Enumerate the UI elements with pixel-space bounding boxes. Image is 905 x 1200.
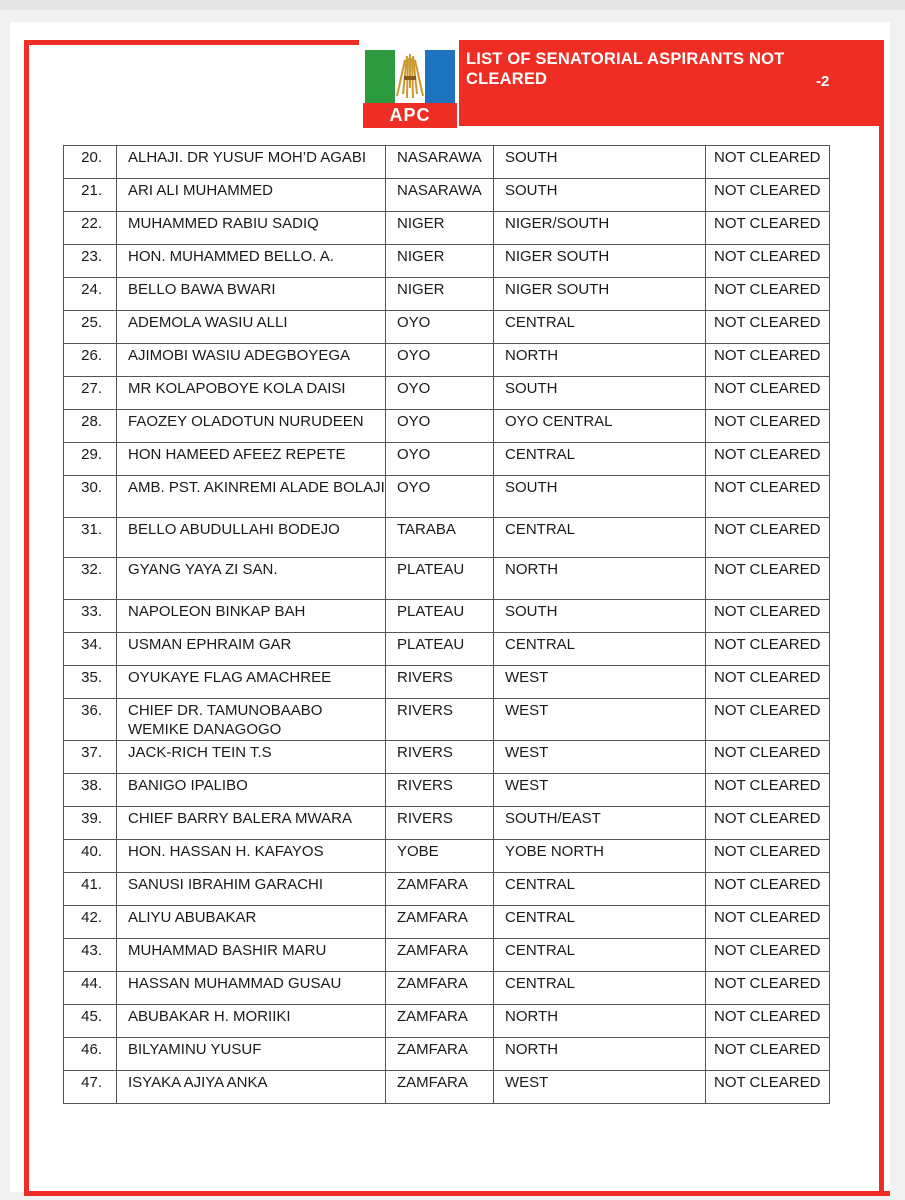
table-row [64, 1005, 830, 1038]
table-row [64, 699, 830, 741]
district-cell: CENTRAL [494, 518, 706, 558]
row-number: 24. [64, 278, 117, 311]
status-cell: NOT CLEARED [706, 939, 830, 972]
aspirant-name: GYANG YAYA ZI SAN. [117, 558, 386, 600]
status-cell: NOT CLEARED [706, 1038, 830, 1071]
district-cell: NIGER/SOUTH [494, 212, 706, 245]
state-cell: OYO [386, 344, 494, 377]
district-cell: CENTRAL [494, 939, 706, 972]
district-cell: SOUTH [494, 377, 706, 410]
state-cell: OYO [386, 377, 494, 410]
district-cell: CENTRAL [494, 311, 706, 344]
aspirants-table-body [64, 146, 830, 1104]
aspirant-name: HON. MUHAMMED BELLO. A. [117, 245, 386, 278]
aspirant-name: MUHAMMED RABIU SADIQ [117, 212, 386, 245]
aspirant-name: OYUKAYE FLAG AMACHREE [117, 666, 386, 699]
aspirant-name: BILYAMINU YUSUF [117, 1038, 386, 1071]
district-cell: NIGER SOUTH [494, 245, 706, 278]
table-row [64, 666, 830, 699]
row-number: 43. [64, 939, 117, 972]
status-cell: NOT CLEARED [706, 600, 830, 633]
table-row [64, 344, 830, 377]
aspirant-name: SANUSI IBRAHIM GARACHI [117, 873, 386, 906]
district-cell: CENTRAL [494, 443, 706, 476]
aspirant-name: HASSAN MUHAMMAD GUSAU [117, 972, 386, 1005]
table-row [64, 774, 830, 807]
table-row [64, 840, 830, 873]
aspirant-name: MR KOLAPOBOYE KOLA DAISI [117, 377, 386, 410]
state-cell: PLATEAU [386, 558, 494, 600]
table-row [64, 1071, 830, 1104]
state-cell: ZAMFARA [386, 1038, 494, 1071]
state-cell: RIVERS [386, 666, 494, 699]
table-row [64, 245, 830, 278]
status-cell: NOT CLEARED [706, 699, 830, 741]
table-row [64, 906, 830, 939]
state-cell: RIVERS [386, 807, 494, 840]
row-number: 29. [64, 443, 117, 476]
aspirant-name: ADEMOLA WASIU ALLI [117, 311, 386, 344]
row-number: 37. [64, 741, 117, 774]
state-cell: ZAMFARA [386, 906, 494, 939]
page-title: LIST OF SENATORIAL ASPIRANTS NOT CLEARED [466, 50, 785, 88]
aspirant-name: AJIMOBI WASIU ADEGBOYEGA [117, 344, 386, 377]
status-cell: NOT CLEARED [706, 443, 830, 476]
row-number: 22. [64, 212, 117, 245]
state-cell: ZAMFARA [386, 1005, 494, 1038]
district-cell: SOUTH [494, 146, 706, 179]
status-cell: NOT CLEARED [706, 476, 830, 518]
table-row [64, 1038, 830, 1071]
row-number: 41. [64, 873, 117, 906]
state-cell: YOBE [386, 840, 494, 873]
frame-top [24, 40, 359, 45]
status-cell: NOT CLEARED [706, 774, 830, 807]
status-cell: NOT CLEARED [706, 344, 830, 377]
state-cell: NASARAWA [386, 179, 494, 212]
status-cell: NOT CLEARED [706, 633, 830, 666]
table-row [64, 212, 830, 245]
state-cell: OYO [386, 410, 494, 443]
district-cell: SOUTH [494, 476, 706, 518]
aspirant-name: USMAN EPHRAIM GAR [117, 633, 386, 666]
status-cell: NOT CLEARED [706, 278, 830, 311]
table-row [64, 311, 830, 344]
aspirant-name: ARI ALI MUHAMMED [117, 179, 386, 212]
table-row [64, 410, 830, 443]
table-row [64, 972, 830, 1005]
row-number: 45. [64, 1005, 117, 1038]
table-row [64, 633, 830, 666]
status-cell: NOT CLEARED [706, 311, 830, 344]
status-cell: NOT CLEARED [706, 873, 830, 906]
row-number: 34. [64, 633, 117, 666]
status-cell: NOT CLEARED [706, 807, 830, 840]
state-cell: RIVERS [386, 699, 494, 741]
status-cell: NOT CLEARED [706, 146, 830, 179]
state-cell: OYO [386, 443, 494, 476]
district-cell: NORTH [494, 1038, 706, 1071]
state-cell: OYO [386, 476, 494, 518]
status-cell: NOT CLEARED [706, 1005, 830, 1038]
status-cell: NOT CLEARED [706, 179, 830, 212]
status-cell: NOT CLEARED [706, 245, 830, 278]
district-cell: WEST [494, 1071, 706, 1104]
row-number: 30. [64, 476, 117, 518]
state-cell: TARABA [386, 518, 494, 558]
aspirant-name: ABUBAKAR H. MORIIKI [117, 1005, 386, 1038]
row-number: 39. [64, 807, 117, 840]
district-cell: CENTRAL [494, 633, 706, 666]
status-cell: NOT CLEARED [706, 558, 830, 600]
table-row [64, 476, 830, 518]
aspirant-name: AMB. PST. AKINREMI ALADE BOLAJI [117, 476, 386, 518]
table-row [64, 179, 830, 212]
district-cell: WEST [494, 699, 706, 741]
state-cell: ZAMFARA [386, 972, 494, 1005]
row-number: 32. [64, 558, 117, 600]
logo-text: APC [363, 103, 457, 128]
status-cell: NOT CLEARED [706, 377, 830, 410]
aspirant-name: JACK-RICH TEIN T.S [117, 741, 386, 774]
row-number: 20. [64, 146, 117, 179]
status-cell: NOT CLEARED [706, 410, 830, 443]
district-cell: YOBE NORTH [494, 840, 706, 873]
row-number: 21. [64, 179, 117, 212]
row-number: 38. [64, 774, 117, 807]
row-number: 31. [64, 518, 117, 558]
status-cell: NOT CLEARED [706, 518, 830, 558]
state-cell: RIVERS [386, 774, 494, 807]
district-cell: WEST [494, 774, 706, 807]
row-number: 42. [64, 906, 117, 939]
row-number: 46. [64, 1038, 117, 1071]
district-cell: SOUTH [494, 600, 706, 633]
row-number: 35. [64, 666, 117, 699]
district-cell: CENTRAL [494, 972, 706, 1005]
district-cell: CENTRAL [494, 873, 706, 906]
aspirant-name: BANIGO IPALIBO [117, 774, 386, 807]
district-cell: CENTRAL [494, 906, 706, 939]
aspirant-name: HON HAMEED AFEEZ REPETE [117, 443, 386, 476]
aspirant-name: BELLO BAWA BWARI [117, 278, 386, 311]
district-cell: WEST [494, 741, 706, 774]
district-cell: NORTH [494, 1005, 706, 1038]
row-number: 25. [64, 311, 117, 344]
row-number: 44. [64, 972, 117, 1005]
district-cell: SOUTH [494, 179, 706, 212]
aspirant-name: CHIEF DR. TAMUNOBAABO WEMIKE DANAGOGO [117, 699, 386, 741]
aspirant-name: BELLO ABUDULLAHI BODEJO [117, 518, 386, 558]
aspirant-name: FAOZEY OLADOTUN NURUDEEN [117, 410, 386, 443]
page-marker: -2 [816, 73, 830, 90]
row-number: 28. [64, 410, 117, 443]
state-cell: OYO [386, 311, 494, 344]
aspirant-name: ALHAJI. DR YUSUF MOH’D AGABI [117, 146, 386, 179]
table-row [64, 939, 830, 972]
district-cell: OYO CENTRAL [494, 410, 706, 443]
table-row [64, 807, 830, 840]
table-row [64, 741, 830, 774]
table-row [64, 443, 830, 476]
district-cell: NORTH [494, 344, 706, 377]
state-cell: NIGER [386, 212, 494, 245]
district-cell: NORTH [494, 558, 706, 600]
state-cell: NASARAWA [386, 146, 494, 179]
district-cell: SOUTH/EAST [494, 807, 706, 840]
table-row [64, 377, 830, 410]
table-row [64, 146, 830, 179]
aspirant-name: ISYAKA AJIYA ANKA [117, 1071, 386, 1104]
state-cell: RIVERS [386, 741, 494, 774]
state-cell: ZAMFARA [386, 939, 494, 972]
aspirant-name: HON. HASSAN H. KAFAYOS [117, 840, 386, 873]
row-number: 27. [64, 377, 117, 410]
status-cell: NOT CLEARED [706, 666, 830, 699]
table-row [64, 873, 830, 906]
state-cell: PLATEAU [386, 633, 494, 666]
top-shade [0, 0, 905, 10]
row-number: 40. [64, 840, 117, 873]
status-cell: NOT CLEARED [706, 741, 830, 774]
frame-bottom [24, 1191, 890, 1196]
status-cell: NOT CLEARED [706, 1071, 830, 1104]
row-number: 47. [64, 1071, 117, 1104]
table-row [64, 558, 830, 600]
row-number: 23. [64, 245, 117, 278]
status-cell: NOT CLEARED [706, 972, 830, 1005]
state-cell: PLATEAU [386, 600, 494, 633]
status-cell: NOT CLEARED [706, 840, 830, 873]
frame-left [24, 40, 29, 1196]
aspirants-table [63, 145, 830, 1104]
status-cell: NOT CLEARED [706, 906, 830, 939]
broom-flag-icon [363, 48, 457, 104]
status-cell: NOT CLEARED [706, 212, 830, 245]
aspirant-name: MUHAMMAD BASHIR MARU [117, 939, 386, 972]
aspirant-name: ALIYU ABUBAKAR [117, 906, 386, 939]
aspirant-name: CHIEF BARRY BALERA MWARA [117, 807, 386, 840]
state-cell: NIGER [386, 245, 494, 278]
district-cell: WEST [494, 666, 706, 699]
state-cell: ZAMFARA [386, 873, 494, 906]
district-cell: NIGER SOUTH [494, 278, 706, 311]
document-page [10, 22, 890, 1192]
table-row [64, 518, 830, 558]
aspirant-name: NAPOLEON BINKAP BAH [117, 600, 386, 633]
row-number: 26. [64, 344, 117, 377]
row-number: 33. [64, 600, 117, 633]
state-cell: ZAMFARA [386, 1071, 494, 1104]
frame-right [879, 40, 884, 1196]
table-row [64, 278, 830, 311]
table-row [64, 600, 830, 633]
state-cell: NIGER [386, 278, 494, 311]
row-number: 36. [64, 699, 117, 741]
apc-logo [363, 48, 457, 128]
